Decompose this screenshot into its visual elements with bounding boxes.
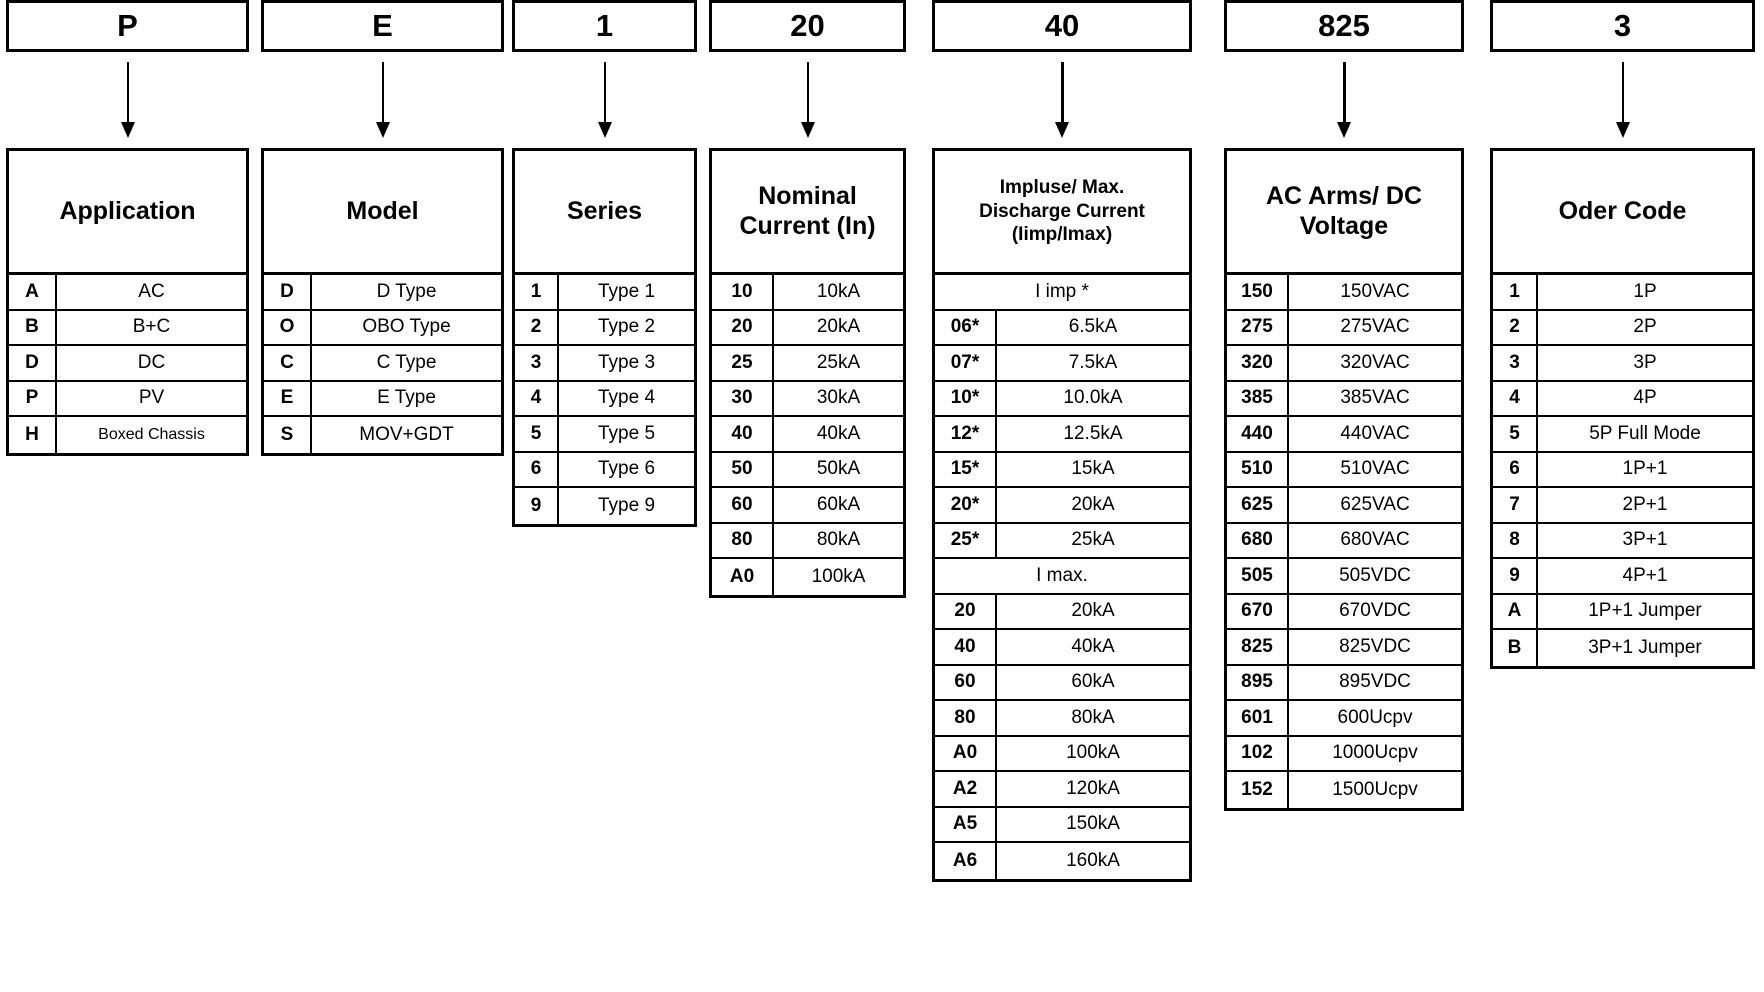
header-label-line2: Discharge Current: [979, 200, 1145, 222]
column-application: [6, 0, 249, 456]
row-value: PV: [138, 387, 165, 409]
row-key: 1: [1493, 275, 1538, 309]
row-value: 600Ucpv: [1337, 706, 1413, 728]
table-row: [935, 808, 1189, 844]
row-group-label: I imp *: [1035, 280, 1089, 302]
rows-series: [512, 275, 697, 527]
row-value: 1500Ucpv: [1332, 778, 1418, 800]
row-key: 9: [515, 488, 559, 524]
row-value: 60kA: [816, 493, 861, 515]
row-value: Boxed Chassis: [98, 425, 205, 443]
row-key: 07*: [935, 346, 997, 380]
table-row: [1493, 630, 1752, 666]
table-row: [1493, 311, 1752, 347]
header-impulse-current: [932, 148, 1192, 275]
row-key: 4: [515, 382, 559, 416]
table-row: [1493, 275, 1752, 311]
table-row: [935, 843, 1189, 879]
row-value: 80kA: [1071, 706, 1115, 728]
row-value: 30kA: [816, 387, 861, 409]
rows-voltage: [1224, 275, 1464, 811]
row-key: 601: [1227, 701, 1289, 735]
row-key: 1: [515, 275, 559, 309]
table-row: [515, 275, 694, 311]
row-value: 895VDC: [1339, 671, 1411, 693]
table-row: [1493, 559, 1752, 595]
row-key: 15*: [935, 453, 997, 487]
header-label-line2: Voltage: [1299, 211, 1389, 240]
table-row: [515, 382, 694, 418]
table-row: [1493, 453, 1752, 489]
code-box-impulse-current: 40: [932, 0, 1192, 52]
row-key: 152: [1227, 772, 1289, 808]
column-impulse-current: [932, 0, 1192, 882]
table-row: [935, 346, 1189, 382]
column-model: [261, 0, 504, 456]
table-row: [9, 382, 246, 418]
row-key: A: [1493, 595, 1538, 629]
row-key: 440: [1227, 417, 1289, 451]
table-row: [712, 524, 903, 560]
table-row: [1227, 275, 1461, 311]
row-value: 120kA: [1066, 777, 1120, 799]
table-row: [935, 701, 1189, 737]
table-row: [712, 346, 903, 382]
row-value: 385VAC: [1340, 387, 1410, 409]
row-key: 50: [712, 453, 774, 487]
row-key: 25: [712, 346, 774, 380]
row-value: 12.5kA: [1063, 422, 1123, 444]
row-value: 670VDC: [1339, 600, 1411, 622]
row-value: 50kA: [816, 458, 861, 480]
row-key: 680: [1227, 524, 1289, 558]
rows-order-code: [1490, 275, 1755, 669]
row-key: 25*: [935, 524, 997, 558]
row-value: MOV+GDT: [359, 423, 454, 445]
row-key: 12*: [935, 417, 997, 451]
row-key: D: [264, 275, 312, 309]
table-row-group-header: [935, 559, 1189, 595]
table-row: [1227, 595, 1461, 631]
row-value: 440VAC: [1340, 422, 1410, 444]
row-value: 80kA: [816, 529, 861, 551]
row-key: 150: [1227, 275, 1289, 309]
row-value: OBO Type: [362, 316, 451, 338]
header-series: [512, 148, 697, 275]
row-key: 20: [935, 595, 997, 629]
table-row: [1227, 630, 1461, 666]
table-row: [712, 559, 903, 595]
code-box-application: P: [6, 0, 249, 52]
table-row: [1493, 382, 1752, 418]
row-value: 100kA: [811, 565, 866, 587]
table-row: [1227, 346, 1461, 382]
row-key: A2: [935, 772, 997, 806]
row-value: 1P+1: [1622, 458, 1668, 480]
row-value: 3P+1 Jumper: [1588, 636, 1702, 658]
table-row: [1227, 701, 1461, 737]
row-value: 2P+1: [1622, 493, 1668, 515]
row-value: 150kA: [1066, 813, 1120, 835]
table-row: [935, 417, 1189, 453]
table-row: [264, 346, 501, 382]
table-row: [264, 311, 501, 347]
row-value: 25kA: [1071, 529, 1115, 551]
row-key: A6: [935, 843, 997, 879]
arrow-nominal-current: [709, 52, 906, 148]
row-value: 1000Ucpv: [1332, 742, 1418, 764]
header-label: Application: [59, 196, 196, 225]
arrow-series: [512, 52, 697, 148]
table-row: [1227, 737, 1461, 773]
row-key: 320: [1227, 346, 1289, 380]
rows-impulse-current: [932, 275, 1192, 882]
row-key: 102: [1227, 737, 1289, 771]
row-key: A: [9, 275, 57, 309]
row-key: 20*: [935, 488, 997, 522]
table-row: [712, 488, 903, 524]
row-key: 670: [1227, 595, 1289, 629]
row-key: 30: [712, 382, 774, 416]
row-key: 275: [1227, 311, 1289, 345]
row-value: D Type: [376, 280, 437, 302]
table-row: [1227, 417, 1461, 453]
table-row: [9, 417, 246, 453]
row-key: H: [9, 417, 57, 453]
row-key: 2: [515, 311, 559, 345]
code-box-order-code: 3: [1490, 0, 1755, 52]
row-key: 60: [712, 488, 774, 522]
header-model: [261, 148, 504, 275]
table-row: [712, 311, 903, 347]
table-row: [1227, 382, 1461, 418]
row-key: 510: [1227, 453, 1289, 487]
row-key: 2: [1493, 311, 1538, 345]
row-key: 06*: [935, 311, 997, 345]
row-key: 7: [1493, 488, 1538, 522]
row-value: E Type: [377, 387, 436, 409]
row-value: 6.5kA: [1068, 316, 1118, 338]
table-row: [935, 453, 1189, 489]
header-voltage: [1224, 148, 1464, 275]
row-value: DC: [137, 351, 166, 373]
header-label-line3: (Iimp/Imax): [1011, 224, 1113, 246]
row-key: P: [9, 382, 57, 416]
arrow-voltage: [1224, 52, 1464, 148]
column-order-code: [1490, 0, 1755, 669]
row-value: 2P: [1633, 316, 1657, 338]
table-row: [935, 630, 1189, 666]
header-nominal-current: [709, 148, 906, 275]
table-row: [1493, 524, 1752, 560]
arrow-order-code: [1490, 52, 1755, 148]
row-group-label: I max.: [1036, 564, 1088, 586]
header-label: Series: [566, 196, 643, 225]
table-row: [1227, 488, 1461, 524]
table-row: [1227, 453, 1461, 489]
row-key: B: [1493, 630, 1538, 666]
row-key: A0: [935, 737, 997, 771]
header-application: [6, 148, 249, 275]
row-value: 7.5kA: [1068, 351, 1118, 373]
row-key: 80: [935, 701, 997, 735]
row-value: Type 1: [597, 280, 656, 302]
row-key: 895: [1227, 666, 1289, 700]
row-key: 20: [712, 311, 774, 345]
row-value: 1P+1 Jumper: [1588, 600, 1702, 622]
code-box-series: 1: [512, 0, 697, 52]
table-row: [935, 488, 1189, 524]
row-value: 3P+1: [1622, 529, 1668, 551]
table-row: [712, 417, 903, 453]
row-value: 25kA: [816, 351, 861, 373]
row-value: 320VAC: [1340, 351, 1410, 373]
row-key: A5: [935, 808, 997, 842]
table-row: [9, 311, 246, 347]
table-row: [935, 737, 1189, 773]
row-value: 505VDC: [1339, 564, 1411, 586]
table-row: [1227, 666, 1461, 702]
row-key: 3: [515, 346, 559, 380]
row-key: 6: [515, 453, 559, 487]
row-value: 60kA: [1071, 671, 1115, 693]
table-row: [515, 453, 694, 489]
row-value: Type 9: [597, 494, 656, 516]
row-value: 20kA: [1071, 600, 1115, 622]
row-value: 3P: [1633, 351, 1657, 373]
row-value: 825VDC: [1339, 635, 1411, 657]
column-voltage: [1224, 0, 1464, 811]
table-row: [1493, 488, 1752, 524]
row-key: 9: [1493, 559, 1538, 593]
row-value: 625VAC: [1340, 493, 1410, 515]
row-value: 40kA: [1071, 635, 1115, 657]
table-row: [712, 275, 903, 311]
column-series: [512, 0, 697, 527]
row-value: 4P: [1633, 387, 1657, 409]
table-row: [515, 346, 694, 382]
row-key: S: [264, 417, 312, 453]
row-value: 160kA: [1066, 849, 1120, 871]
row-value: 5P Full Mode: [1589, 422, 1701, 444]
row-key: E: [264, 382, 312, 416]
header-label: Model: [346, 196, 419, 225]
row-key: 625: [1227, 488, 1289, 522]
row-key: 80: [712, 524, 774, 558]
table-row: [935, 311, 1189, 347]
row-key: 8: [1493, 524, 1538, 558]
table-row: [9, 346, 246, 382]
code-box-model: E: [261, 0, 504, 52]
row-value: 275VAC: [1340, 316, 1410, 338]
table-row: [712, 453, 903, 489]
row-value: Type 4: [597, 387, 656, 409]
table-row: [935, 382, 1189, 418]
table-row: [515, 488, 694, 524]
rows-model: [261, 275, 504, 456]
row-value: 150VAC: [1340, 280, 1410, 302]
row-key: A0: [712, 559, 774, 595]
header-label: Oder Code: [1558, 196, 1687, 225]
rows-nominal-current: [709, 275, 906, 598]
table-row: [515, 311, 694, 347]
row-key: 505: [1227, 559, 1289, 593]
row-key: 10: [712, 275, 774, 309]
row-value: 1P: [1633, 280, 1657, 302]
row-value: Type 6: [597, 458, 656, 480]
header-label-line2: Current (In): [739, 211, 876, 240]
table-row: [264, 382, 501, 418]
row-value: 680VAC: [1340, 529, 1410, 551]
row-value: 15kA: [1071, 458, 1115, 480]
row-key: 40: [935, 630, 997, 664]
row-key: 385: [1227, 382, 1289, 416]
table-row: [935, 666, 1189, 702]
code-box-nominal-current: 20: [709, 0, 906, 52]
table-row: [1227, 772, 1461, 808]
arrow-application: [6, 52, 249, 148]
table-row: [9, 275, 246, 311]
row-key: O: [264, 311, 312, 345]
row-value: 20kA: [816, 316, 861, 338]
arrow-impulse-current: [932, 52, 1192, 148]
row-key: 5: [1493, 417, 1538, 451]
arrow-model: [261, 52, 504, 148]
rows-application: [6, 275, 249, 456]
row-key: 10*: [935, 382, 997, 416]
row-key: C: [264, 346, 312, 380]
row-value: 510VAC: [1340, 458, 1410, 480]
row-value: 100kA: [1066, 742, 1120, 764]
row-key: 825: [1227, 630, 1289, 664]
row-value: B+C: [132, 316, 171, 338]
row-key: D: [9, 346, 57, 380]
table-row: [935, 772, 1189, 808]
table-row: [935, 595, 1189, 631]
row-value: 40kA: [816, 422, 861, 444]
row-key: 40: [712, 417, 774, 451]
header-order-code: [1490, 148, 1755, 275]
row-value: Type 5: [597, 422, 656, 444]
header-label-line1: AC Arms/ DC: [1265, 182, 1423, 210]
row-key: B: [9, 311, 57, 345]
header-label-line1: Impluse/ Max.: [999, 176, 1125, 198]
column-nominal-current: [709, 0, 906, 598]
code-box-voltage: 825: [1224, 0, 1464, 52]
row-value: 4P+1: [1622, 564, 1668, 586]
table-row: [935, 524, 1189, 560]
row-key: 60: [935, 666, 997, 700]
row-value: 20kA: [1071, 493, 1115, 515]
table-row: [264, 275, 501, 311]
row-value: 10kA: [816, 280, 861, 302]
table-row: [1493, 417, 1752, 453]
table-row: [264, 417, 501, 453]
row-key: 6: [1493, 453, 1538, 487]
table-row: [1227, 524, 1461, 560]
table-row: [515, 417, 694, 453]
row-value: 10.0kA: [1063, 387, 1123, 409]
row-value: C Type: [376, 351, 437, 373]
row-value: Type 3: [597, 351, 656, 373]
row-key: 5: [515, 417, 559, 451]
header-label-line1: Nominal: [758, 182, 857, 210]
row-key: 4: [1493, 382, 1538, 416]
row-value: Type 2: [597, 316, 656, 338]
row-key: 3: [1493, 346, 1538, 380]
row-value: AC: [138, 280, 165, 302]
table-row: [1227, 311, 1461, 347]
table-row-group-header: [935, 275, 1189, 311]
table-row: [1227, 559, 1461, 595]
table-row: [1493, 595, 1752, 631]
table-row: [712, 382, 903, 418]
table-row: [1493, 346, 1752, 382]
